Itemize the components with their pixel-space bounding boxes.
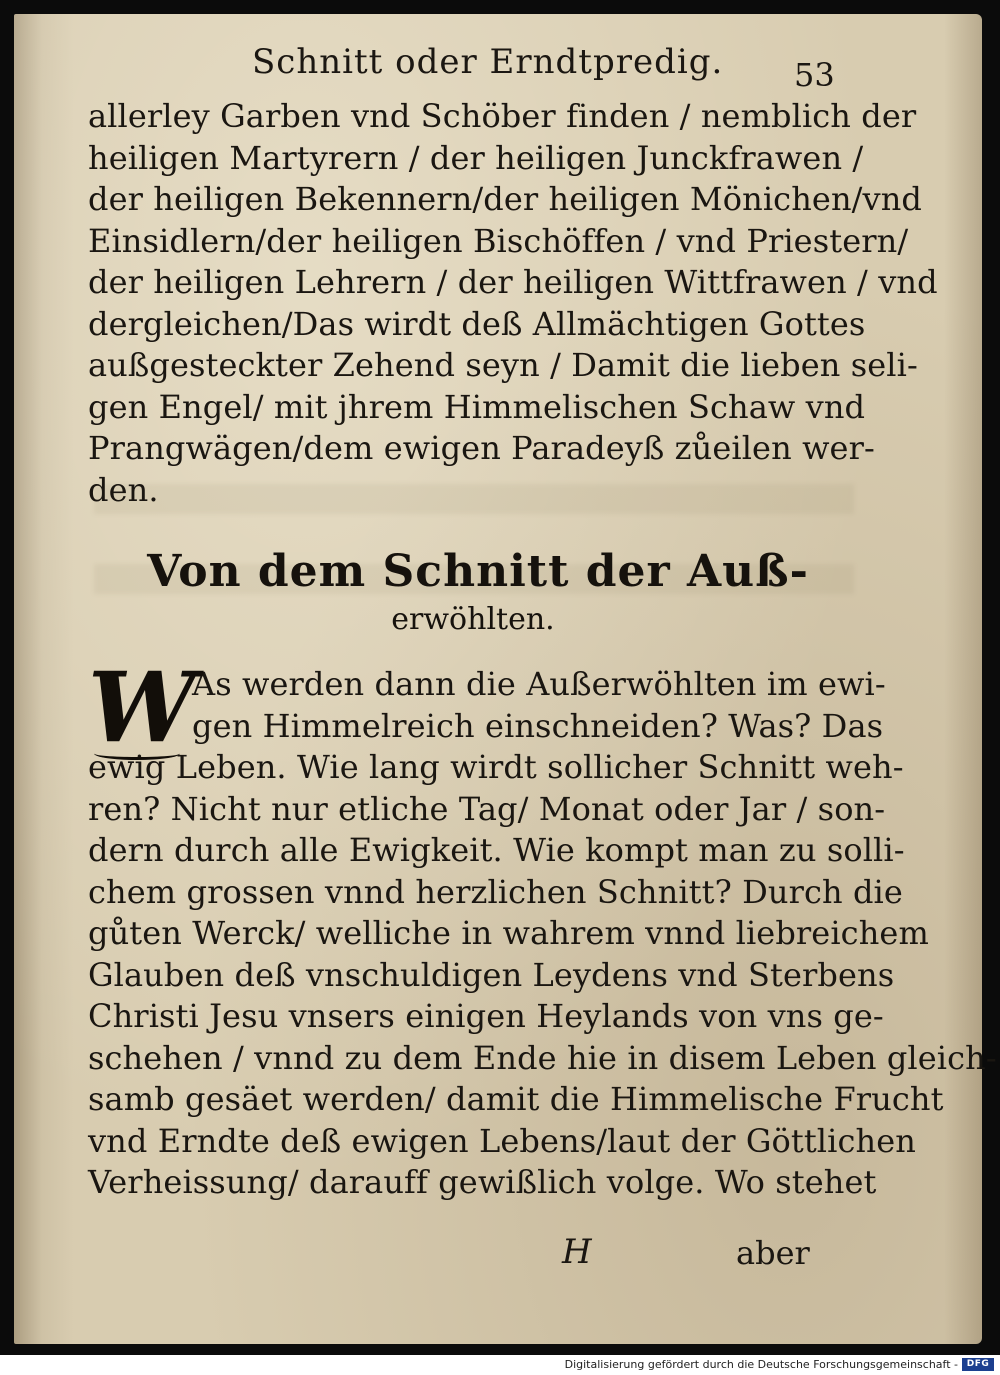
text-line: gen Himmelreich einschneiden? Was? Das	[192, 706, 884, 745]
text-line: den.	[88, 470, 159, 509]
text-line: chem grossen vnnd herzlichen Schnitt? Durch die	[88, 872, 903, 911]
text-line: allerley Garben vnd Schöber finden / nemblich der	[88, 97, 917, 135]
paragraph-1	[88, 96, 938, 511]
drop-cap-initial: W	[88, 651, 196, 764]
text-line: außgesteckter Zehend seyn / Damit die lieben seli-	[88, 346, 918, 384]
text-line: der heiligen Bekennern/der heiligen Mönichen/vnd	[88, 180, 923, 218]
paragraph-2	[88, 651, 997, 1204]
text-line: Einsidlern/der heiligen Bischöffen / vnd Priestern/	[88, 221, 909, 260]
catchword: aber	[736, 1234, 810, 1272]
funding-notice: Digitalisierung gefördert durch die Deutsche Forschungsgemeinschaft -	[564, 1358, 958, 1371]
text-line: Christi Jesu vnsers einigen Heylands von vns ge-	[88, 997, 884, 1035]
section-heading-line-2: erwöhlten.	[391, 602, 555, 637]
running-head	[14, 42, 982, 98]
text-line: samb gesäet werden/ damit die Himmelische Frucht	[88, 1080, 944, 1118]
footer-bar	[0, 1355, 1000, 1375]
text-line: gůten Werck/ welliche in wahrem vnnd liebreichem	[88, 914, 929, 952]
text-line: Prangwägen/dem ewigen Paradeyß zůeilen wer-	[88, 429, 875, 467]
section-heading-line-1: Von dem Schnitt der Auß-	[147, 546, 809, 597]
text-line: dergleichen/Das wirdt deß Allmächtigen Gottes	[88, 304, 866, 343]
dfg-logo: DFG	[962, 1358, 994, 1371]
catchword-row	[14, 1232, 982, 1282]
text-line: der heiligen Lehrern / der heiligen Wittfrawen / vnd	[88, 263, 938, 301]
text-line: heiligen Martyrern / der heiligen Junckfrawen /	[88, 138, 864, 177]
text-line: schehen / vnnd zu dem Ende hie in disem Leben gleich-	[88, 1038, 997, 1077]
text-line: gen Engel/ mit jhrem Himmelischen Schaw vnd	[88, 387, 866, 426]
text-line: vnd Erndte deß ewigen Lebens/laut der Göttlichen	[88, 1121, 916, 1160]
text-line: dern durch alle Ewigkeit. Wie kompt man zu solli-	[88, 831, 905, 869]
page-number: 53	[794, 56, 835, 94]
section-heading	[14, 544, 982, 640]
text-line: ren? Nicht nur etliche Tag/ Monat oder Jar / son-	[88, 789, 886, 828]
text-line: Verheissung/ darauff gewißlich volge. Wo stehet	[88, 1163, 877, 1201]
text-line: ewig Leben. Wie lang wirdt sollicher Schnitt weh-	[88, 748, 904, 786]
book-page	[14, 14, 997, 1344]
text-line: As werden dann die Außerwöhlten im ewi-	[192, 665, 886, 703]
text-line: Glauben deß vnschuldigen Leydens vnd Sterbens	[88, 955, 895, 994]
signature-mark: H	[562, 1232, 592, 1272]
running-title: Schnitt oder Erndtpredig.	[252, 42, 724, 82]
